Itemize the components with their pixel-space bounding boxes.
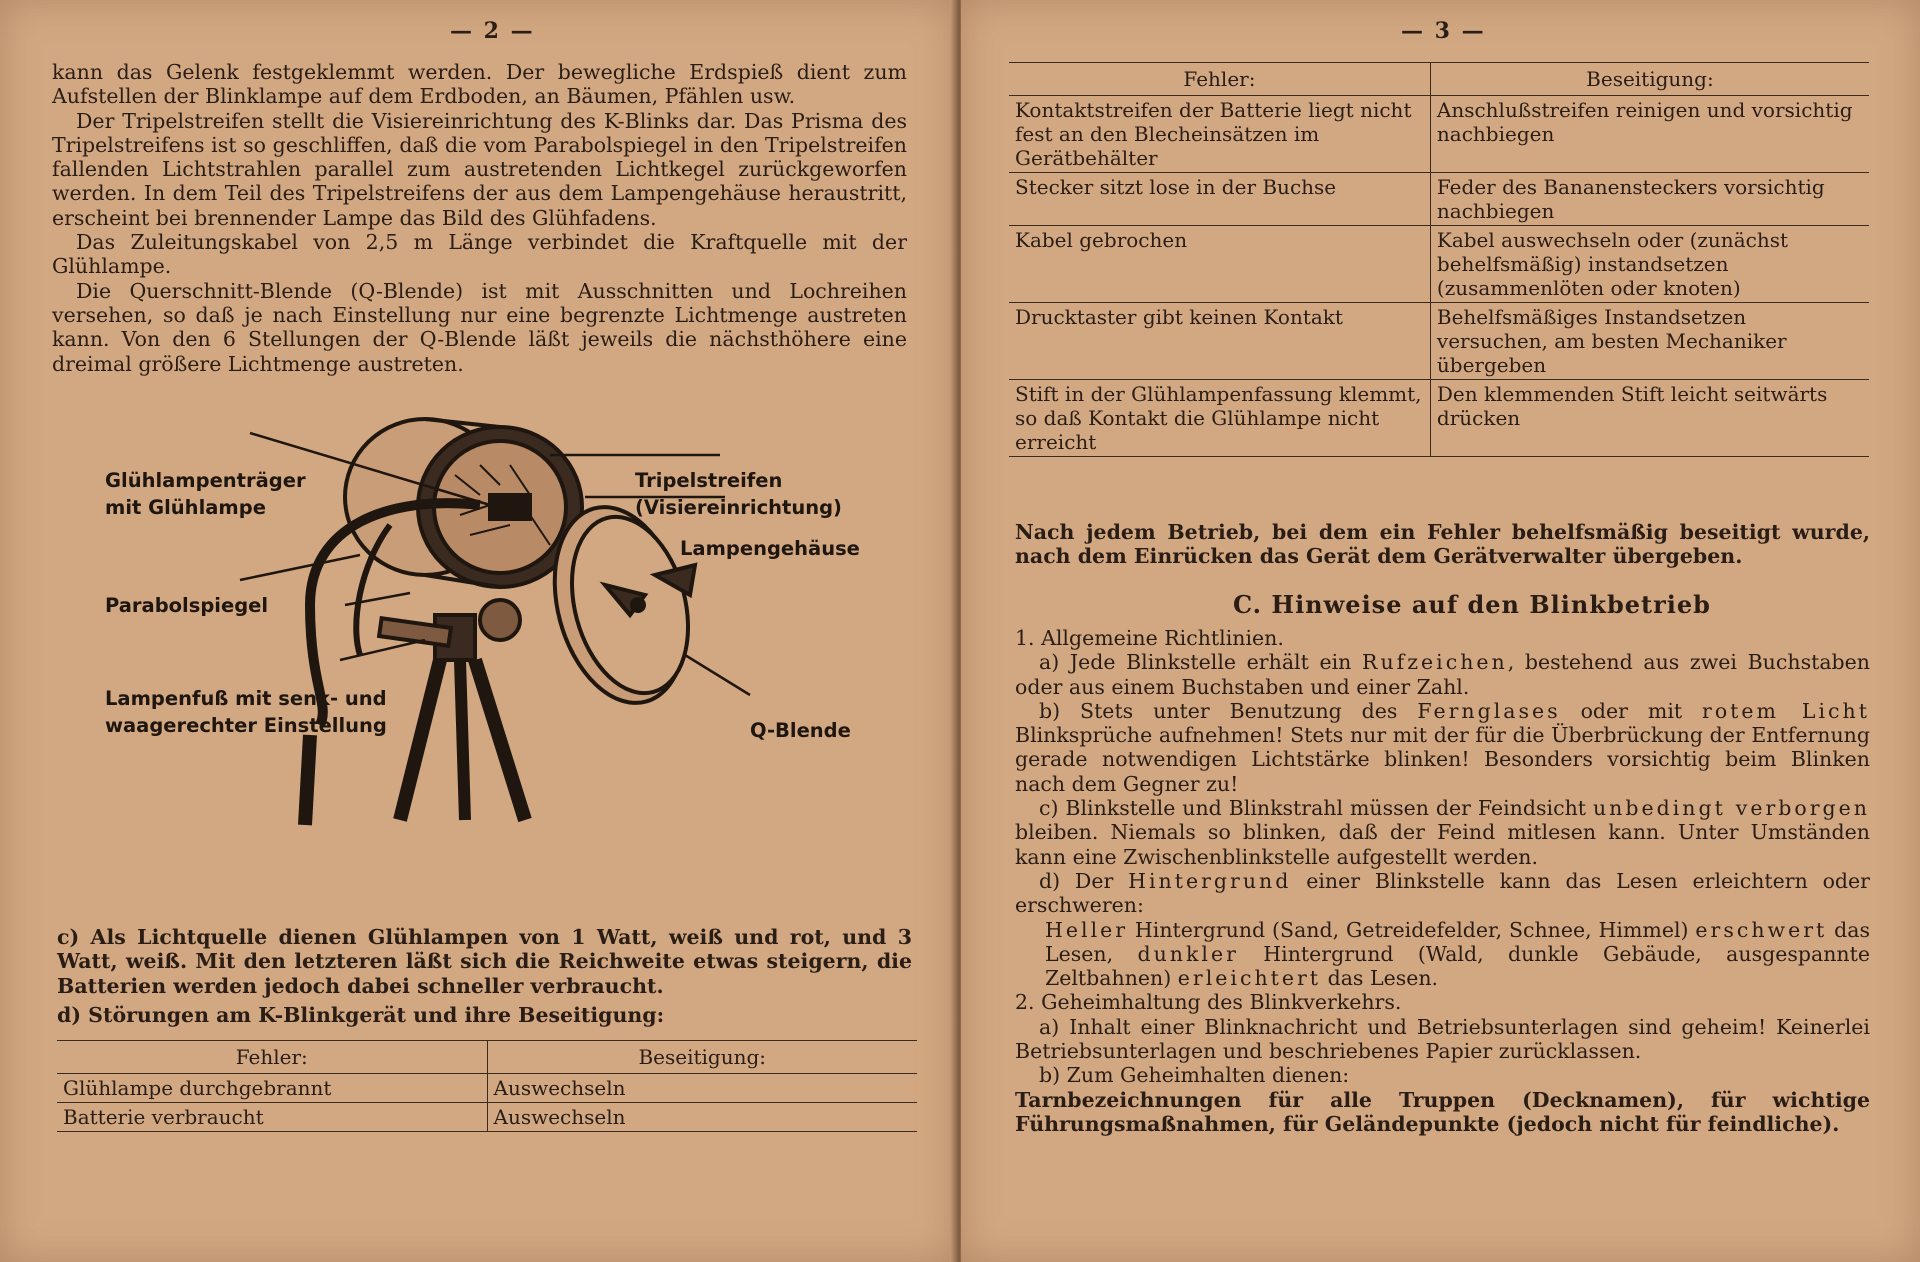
paragraph-1: kann das Gelenk festgeklemmt werden. Der bewegliche Erdspieß dient zum Aufstellen der Blinklampe auf dem Erdboden, an Bäumen, Pfählen usw. [52, 60, 907, 109]
item-a-text: a) Jede Blinkstelle erhält ein [1039, 650, 1363, 675]
label-lampengehaeuse: Lampengehäuse [680, 537, 860, 560]
item-d-erschwert: erschwert [1695, 917, 1828, 942]
beseitigung-cell: Behelfsmäßiges Instandsetzen versuchen, am besten Mechaniker übergeben [1430, 303, 1869, 380]
item-d-heller: Heller [1045, 917, 1129, 942]
beseitigung-cell: Auswechseln [487, 1074, 917, 1103]
paragraph-2: Der Tripelstreifen stellt die Visiereinrichtung des K-Blinks dar. Das Prisma des Tripelstreifens ist so geschliffen, daß die vom Parabolspiegel in den Tripelstreifen fallenden Lichtstrahlen parallel zum austretenden Lichtkegel zurückgeworfen werden. In dem Teil des Tripelstreifens der aus dem Lampengehäuse heraustritt, erscheint bei brennender Lampe das Bild des Glühfadens. [52, 108, 907, 230]
section-heading: C. Hinweise auf den Blinkbetrieb [1233, 590, 1711, 619]
label-q-blende: Q-Blende [750, 719, 851, 742]
header-beseitigung: Beseitigung: [487, 1041, 917, 1074]
fehler-cell: Kabel gebrochen [1009, 226, 1430, 303]
hinweise-text [1015, 626, 1870, 1136]
item-d-line2-text-2: Hintergrund (Wald, dunkle Gebäude, ausgespannte Zeltbahnen) [1045, 941, 1870, 991]
after-table-text: Nach jedem Betrieb, bei dem ein Fehler behelfsmäßig beseitigt wurde, nach dem Einrücken das Gerät dem Gerätverwalter übergeben. [1015, 520, 1870, 569]
item-b-text-3: Blinksprüche aufnehmen! Stets nur mit der für die Überbrückung der Entfernung gerade notwendigen Lichtstärke blinken! Besonders vorsichtig beim Blinken nach dem Gegner zu! [1015, 723, 1870, 796]
header-beseitigung: Beseitigung: [1430, 63, 1869, 96]
table-row [1009, 303, 1869, 380]
header-fehler: Fehler: [57, 1041, 487, 1074]
item-b-spaced-2: rotem Licht [1702, 698, 1870, 723]
beseitigung-cell: Den klemmenden Stift leicht seitwärts drücken [1430, 380, 1869, 457]
page-number-left: — 2 — [450, 18, 535, 44]
fehler-cell: Glühlampe durchgebrannt [57, 1074, 487, 1103]
sub-heading-1: 1. Allgemeine Richtlinien. [1015, 626, 1284, 650]
item-a-spaced: Rufzeichen [1362, 650, 1508, 675]
item-b-text-2: oder mit [1560, 698, 1703, 723]
item-c [1015, 796, 1870, 869]
item-d-dunkler: dunkler [1137, 941, 1239, 966]
left-page [0, 0, 955, 1262]
fehler-cell: Stift in der Glühlampenfassung klemmt, so daß Kontakt die Glühlampe nicht erreicht [1009, 380, 1430, 457]
table-row [1009, 96, 1869, 173]
beseitigung-cell: Auswechseln [487, 1103, 917, 1132]
paragraph-c: c) Als Lichtquelle dienen Glühlampen von 1 Watt, weiß und rot, und 3 Watt, weiß. Mit den letzteren läßt sich die Reichweite etwas steigern, die Batterien werden jedoch dabei schneller verbraucht. [57, 925, 912, 998]
item-a [1015, 650, 1870, 699]
beseitigung-cell: Feder des Bananensteckers vorsichtig nachbiegen [1430, 173, 1869, 226]
item-2b-text: Tarnbezeichnungen für alle Truppen (Decknamen), für wichtige Führungsmaßnahmen, für Geländepunkte (jedoch nicht für feindliche). [1015, 1087, 1870, 1136]
item-c-text-2: bleiben. Niemals so blinken, daß der Feind mitlesen kann. Unter Umständen kann eine Zwischenblinkstelle aufgestellt werden. [1015, 820, 1870, 869]
item-b-text: b) Stets unter Benutzung des [1039, 698, 1418, 723]
table-row [1009, 226, 1869, 303]
item-2b: b) Zum Geheimhalten dienen: [1039, 1063, 1350, 1088]
paragraph-4: Die Querschnitt-Blende (Q-Blende) ist mit Ausschnitten und Lochreihen versehen, so daß je nach Einstellung nur eine begrenzte Lichtmenge austreten kann. Von den 6 Stellungen der Q-Blende läßt jeweils die nächsthöhere eine dreimal größere Lichtmenge austreten. [52, 278, 907, 376]
label-gluehlampentraeger: Glühlampenträger mit Glühlampe [105, 469, 306, 519]
label-lampenfuss: Lampenfuß mit senk- und waagerechter Einstellung [105, 687, 387, 737]
blinklampe-illustration [60, 405, 890, 910]
sub-heading-2: 2. Geheimhaltung des Blinkverkehrs. [1015, 990, 1402, 1015]
item-d-line2-end: das Lesen. [1321, 966, 1439, 991]
item-d-text: d) Der [1039, 868, 1129, 893]
item-d [1015, 869, 1870, 918]
item-c-spaced: unbedingt verborgen [1592, 796, 1870, 821]
stoerungen-table-left [57, 1040, 917, 1132]
item-d-erleichtert: erleichtert [1177, 966, 1322, 991]
header-fehler: Fehler: [1009, 63, 1430, 96]
item-b [1015, 699, 1870, 796]
label-parabolspiegel: Parabolspiegel [105, 594, 269, 617]
table-row [1009, 380, 1869, 457]
table-row [1009, 173, 1869, 226]
fehler-cell: Drucktaster gibt keinen Kontakt [1009, 303, 1430, 380]
right-page [961, 0, 1920, 1262]
fehler-cell: Kontaktstreifen der Batterie liegt nicht fest an den Blecheinsätzen im Gerätbehälter [1009, 96, 1430, 173]
table-row [57, 1103, 917, 1132]
item-d-background-note [1015, 918, 1870, 991]
item-d-line1-text: Hintergrund (Sand, Getreidefelder, Schnee, Himmel) [1128, 917, 1696, 942]
beseitigung-cell: Anschlußstreifen reinigen und vorsichtig nachbiegen [1430, 96, 1869, 173]
item-a-text-2: , bestehend aus zwei Buchstaben oder aus einem Buchstaben und einer Zahl. [1015, 650, 1871, 699]
item-b-spaced-1: Fernglases [1417, 698, 1561, 723]
beseitigung-cell: Kabel auswechseln oder (zunächst behelfsmäßig) instandsetzen (zusammenlöten oder knoten) [1430, 226, 1869, 303]
item-c-text: c) Blinkstelle und Blinkstrahl müssen der Feindsicht [1039, 796, 1593, 821]
item-2a: a) Inhalt einer Blinknachricht und Betriebsunterlagen sind geheim! Keinerlei Betriebsunterlagen und beschriebenes Papier zurücklassen. [1015, 1014, 1870, 1064]
fehler-cell: Stecker sitzt lose in der Buchse [1009, 173, 1430, 226]
stoerungen-table-right [1009, 62, 1869, 457]
label-tripelstreifen: Tripelstreifen (Visiereinrichtung) [635, 469, 842, 519]
item-d-text-2: einer Blinkstelle kann das Lesen erleichtern oder erschweren: [1015, 868, 1870, 918]
paragraph-3: Das Zuleitungskabel von 2,5 m Länge verbindet die Kraftquelle mit der Glühlampe. [52, 230, 907, 279]
table-row [57, 1074, 917, 1103]
left-intro-text [52, 60, 907, 376]
page-number-right: — 3 — [1401, 18, 1486, 44]
item-d-spaced: Hintergrund [1128, 868, 1292, 893]
item-d-line2-text: das Lesen, [1045, 917, 1870, 966]
paragraph-d: d) Störungen am K-Blinkgerät und ihre Beseitigung: [57, 1003, 665, 1027]
fehler-cell: Batterie verbraucht [57, 1103, 487, 1132]
